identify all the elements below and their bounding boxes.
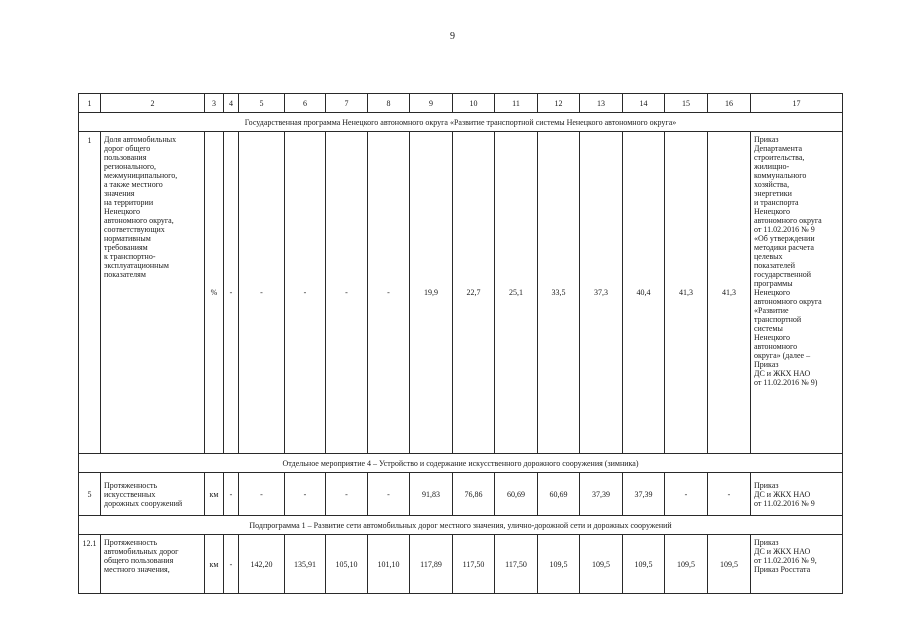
section-heading-row <box>79 516 843 535</box>
value-cell: 60,69 <box>538 473 580 516</box>
column-number-cell: 15 <box>665 94 708 113</box>
value-cell: 40,4 <box>623 132 665 454</box>
unit-cell: км <box>205 535 224 594</box>
indicator-name: Протяженность автомобильных дорог общего пользования местного значения, <box>101 535 205 594</box>
value-cell: - <box>224 132 239 454</box>
value-cell: 37,3 <box>580 132 623 454</box>
table-row <box>79 132 843 454</box>
column-number-cell: 5 <box>239 94 285 113</box>
subprogram-heading: Подпрограмма 1 – Развитие сети автомобильных дорог местного значения, улично-дорожной сети и дорожных сооружений <box>79 516 843 535</box>
value-cell: - <box>368 473 410 516</box>
measure-heading: Отдельное мероприятие 4 – Устройство и содержание искусственного дорожного сооружения (зимника) <box>79 454 843 473</box>
value-cell: - <box>224 535 239 594</box>
value-cell: - <box>326 473 368 516</box>
column-number-cell: 6 <box>285 94 326 113</box>
value-cell: 76,86 <box>453 473 495 516</box>
value-cell: 109,5 <box>708 535 751 594</box>
value-cell: 101,10 <box>368 535 410 594</box>
column-number-cell: 8 <box>368 94 410 113</box>
value-cell: - <box>368 132 410 454</box>
value-cell: - <box>708 473 751 516</box>
value-cell: - <box>665 473 708 516</box>
column-number-cell: 13 <box>580 94 623 113</box>
column-number-cell: 7 <box>326 94 368 113</box>
section-heading-row <box>79 113 843 132</box>
value-cell: 109,5 <box>538 535 580 594</box>
table-row <box>79 535 843 594</box>
value-cell: 117,50 <box>495 535 538 594</box>
value-cell: 41,3 <box>708 132 751 454</box>
source-document-cell: Приказ ДС и ЖКХ НАО от 11.02.2016 № 9 <box>751 473 843 516</box>
value-cell: - <box>285 473 326 516</box>
value-cell: 33,5 <box>538 132 580 454</box>
program-heading: Государственная программа Ненецкого автономного округа «Развитие транспортной системы Ненецкого автономного округа» <box>79 113 843 132</box>
value-cell: - <box>239 132 285 454</box>
value-cell: 135,91 <box>285 535 326 594</box>
value-cell: - <box>326 132 368 454</box>
indicator-name: Доля автомобильных дорог общего пользования регионального, межмуниципального, а также местного значения на территории Ненецкого автономного округа, соответствующих нормативным требованиям к транспортно- эксплуатационным показателям <box>101 132 205 454</box>
value-cell: 117,50 <box>453 535 495 594</box>
column-number-cell: 11 <box>495 94 538 113</box>
value-cell: 109,5 <box>665 535 708 594</box>
value-cell: 22,7 <box>453 132 495 454</box>
value-cell: 60,69 <box>495 473 538 516</box>
value-cell: 41,3 <box>665 132 708 454</box>
column-number-cell: 17 <box>751 94 843 113</box>
column-number-cell: 16 <box>708 94 751 113</box>
indicators-table <box>78 93 843 594</box>
page-number: 9 <box>450 31 455 42</box>
column-number-cell: 1 <box>79 94 101 113</box>
section-heading-row <box>79 454 843 473</box>
column-number-row <box>79 94 843 113</box>
unit-cell: % <box>205 132 224 454</box>
column-number-cell: 10 <box>453 94 495 113</box>
source-document-cell: Приказ ДС и ЖКХ НАО от 11.02.2016 № 9, Приказ Росстата <box>751 535 843 594</box>
value-cell: 91,83 <box>410 473 453 516</box>
value-cell: 25,1 <box>495 132 538 454</box>
row-number: 1 <box>79 132 101 454</box>
table-row <box>79 473 843 516</box>
value-cell: 109,5 <box>623 535 665 594</box>
value-cell: - <box>285 132 326 454</box>
indicator-name: Протяженность искусственных дорожных сооружений <box>101 473 205 516</box>
row-number: 5 <box>79 473 101 516</box>
value-cell: 142,20 <box>239 535 285 594</box>
column-number-cell: 14 <box>623 94 665 113</box>
column-number-cell: 12 <box>538 94 580 113</box>
value-cell: - <box>224 473 239 516</box>
value-cell: 37,39 <box>580 473 623 516</box>
row-number: 12.1 <box>79 535 101 594</box>
column-number-cell: 3 <box>205 94 224 113</box>
column-number-cell: 4 <box>224 94 239 113</box>
source-document-cell: Приказ Департамента строительства, жилищно- коммунального хозяйства, энергетики и транспорта Ненецкого автономного округа от 11.02.2016 № 9 «Об утверждении методики расчета целевых показателей государственной программы Ненецкого автономного округа «Развитие транспортной системы Ненецкого автономного округа» (далее – Приказ ДС и ЖКХ НАО от 11.02.2016 № 9) <box>751 132 843 454</box>
value-cell: 109,5 <box>580 535 623 594</box>
value-cell: - <box>239 473 285 516</box>
column-number-cell: 2 <box>101 94 205 113</box>
value-cell: 37,39 <box>623 473 665 516</box>
value-cell: 19,9 <box>410 132 453 454</box>
value-cell: 105,10 <box>326 535 368 594</box>
unit-cell: км <box>205 473 224 516</box>
value-cell: 117,89 <box>410 535 453 594</box>
column-number-cell: 9 <box>410 94 453 113</box>
